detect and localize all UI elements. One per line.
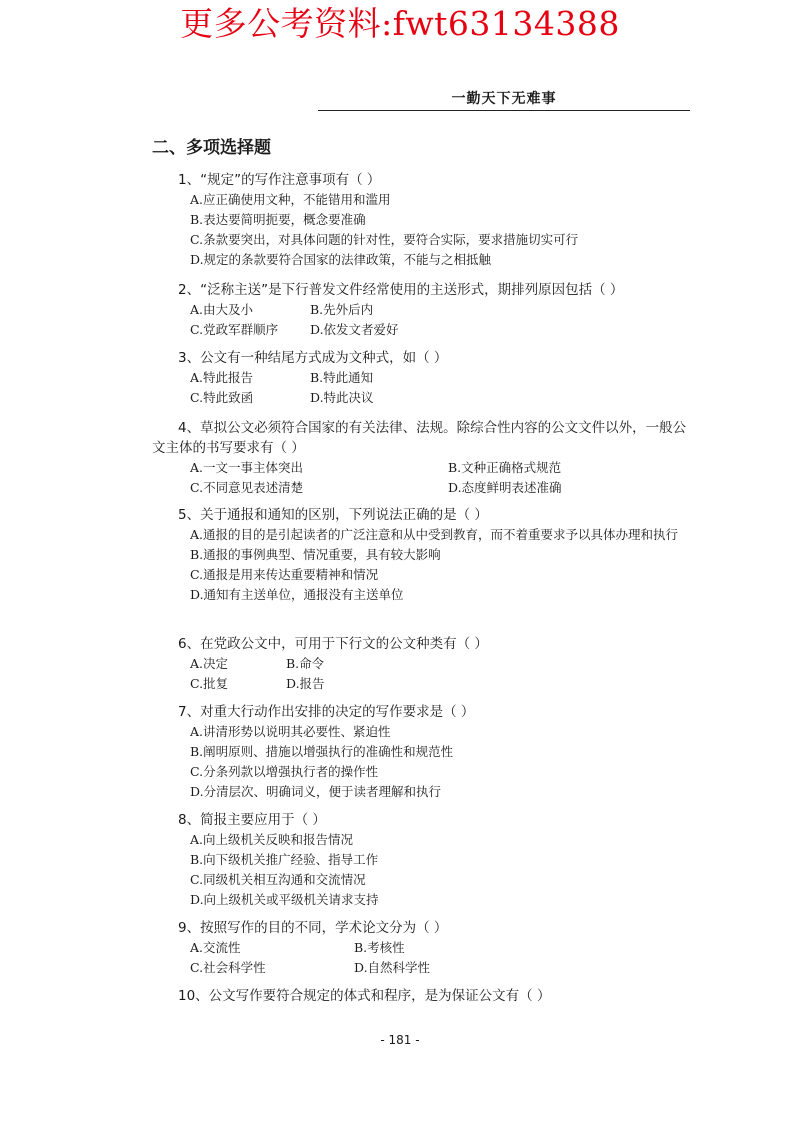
option-a: A.向上级机关反映和报告情况	[190, 832, 354, 847]
question-stem: 4、草拟公文必须符合国家的有关法律、法规。除综合性内容的公文文件以外，一般公文主体的书写要求有（ ）	[152, 420, 687, 456]
option-b: B.通报的事例典型、情况重要，具有较大影响	[190, 547, 441, 562]
question-1	[152, 170, 692, 270]
question-stem: 6、在党政公文中，可用于下行文的公文种类有（ ）	[178, 636, 488, 652]
option-b: B.考核性	[354, 940, 405, 955]
option-a: A.交流性	[190, 940, 241, 955]
question-5	[152, 505, 692, 605]
option-d: D.通知有主送单位，通报没有主送单位	[190, 587, 404, 602]
option-c: C.条款要突出，对具体问题的针对性，要符合实际，要求措施切实可行	[190, 232, 579, 247]
option-a: A.应正确使用文种，不能错用和滥用	[190, 192, 391, 207]
option-c: C.社会科学性	[190, 960, 266, 975]
option-b: B.特此通知	[310, 370, 374, 385]
question-stem: 1、“规定”的写作注意事项有（ ）	[178, 172, 381, 188]
question-2	[152, 280, 692, 340]
option-d: D.依发文者爱好	[310, 322, 399, 337]
option-c: C.同级机关相互沟通和交流情况	[190, 872, 366, 887]
question-8	[152, 810, 692, 910]
option-d: D.报告	[286, 676, 325, 691]
option-d: D.分清层次、明确词义，便于读者理解和执行	[190, 784, 442, 799]
watermark-text: 更多公考资料:fwt63134388	[180, 4, 620, 43]
option-c: C.批复	[190, 676, 229, 691]
option-a: A.决定	[190, 656, 229, 671]
question-stem: 8、简报主要应用于（ ）	[178, 812, 326, 828]
option-b: B.表达要简明扼要，概念要准确	[190, 212, 366, 227]
question-stem: 2、“泛称主送”是下行普发文件经常使用的主送形式，期排列原因包括（ ）	[178, 282, 624, 298]
question-stem: 9、按照写作的目的不同，学术论文分为（ ）	[178, 920, 448, 936]
option-b: B.文种正确格式规范	[448, 460, 562, 475]
option-b: B.先外后内	[310, 302, 374, 317]
section-title: 二、多项选择题	[152, 138, 271, 158]
option-d: D.态度鲜明表述准确	[448, 480, 562, 495]
option-b: B.阐明原则、措施以增强执行的准确性和规范性	[190, 744, 454, 759]
question-stem: 7、对重大行动作出安排的决定的写作要求是（ ）	[178, 704, 475, 720]
question-7	[152, 702, 692, 802]
page-number: - 181 -	[380, 1033, 420, 1047]
question-stem: 3、公文有一种结尾方式成为文种式，如（ ）	[178, 350, 448, 366]
option-d: D.自然科学性	[354, 960, 431, 975]
question-4	[152, 418, 692, 498]
option-a: A.由大及小	[190, 302, 254, 317]
option-a: A.通报的目的是引起读者的广泛注意和从中受到教育，而不着重要求予以具体办理和执行	[190, 527, 679, 542]
option-b: B.向下级机关推广经验、指导工作	[190, 852, 379, 867]
page-header-motto: 一勤天下无难事	[451, 91, 557, 107]
option-d: D.向上级机关或平级机关请求支持	[190, 892, 379, 907]
question-6	[152, 634, 692, 694]
header-divider	[318, 110, 690, 111]
question-3	[152, 348, 692, 408]
option-a: A.讲清形势以说明其必要性、紧迫性	[190, 724, 391, 739]
option-d: D.特此决议	[310, 390, 374, 405]
option-c: C.党政军群顺序	[190, 322, 279, 337]
option-c: C.分条列款以增强执行者的操作性	[190, 764, 379, 779]
question-stem: 10、公文写作要符合规定的体式和程序，是为保证公文有（ ）	[178, 988, 551, 1004]
option-a: A.一文一事主体突出	[190, 460, 304, 475]
option-c: C.不同意见表述清楚	[190, 480, 304, 495]
option-a: A.特此报告	[190, 370, 254, 385]
question-10	[152, 986, 692, 1006]
option-b: B.命令	[286, 656, 325, 671]
option-c: C.特此致函	[190, 390, 254, 405]
option-d: D.规定的条款要符合国家的法律政策，不能与之相抵触	[190, 252, 492, 267]
option-c: C.通报是用来传达重要精神和情况	[190, 567, 379, 582]
question-9	[152, 918, 692, 978]
question-stem: 5、关于通报和通知的区别，下列说法正确的是（ ）	[178, 507, 488, 523]
